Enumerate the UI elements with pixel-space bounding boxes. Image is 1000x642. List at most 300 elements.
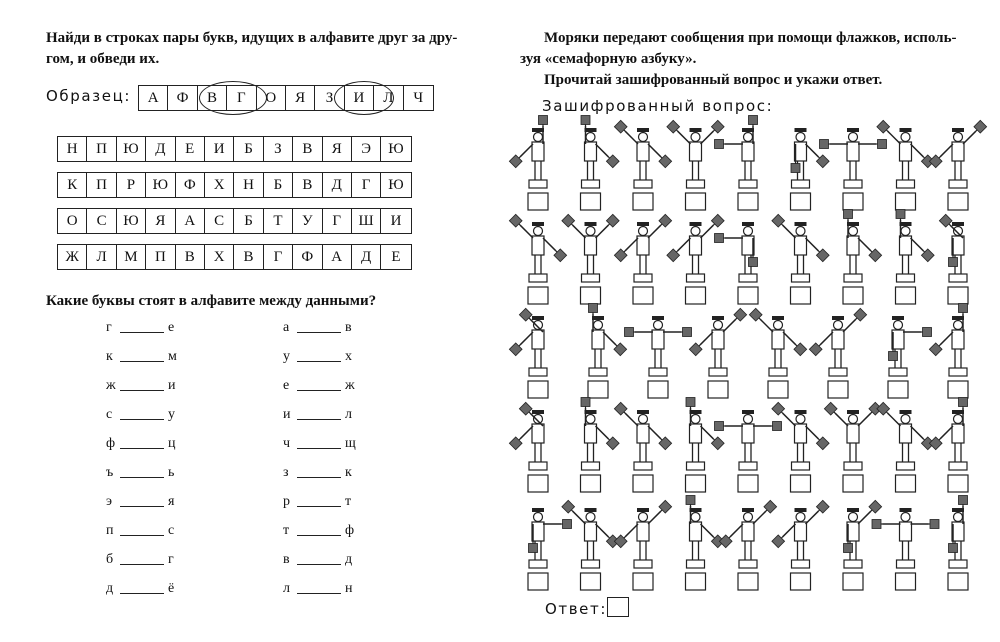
- letter-answer-box[interactable]: [738, 193, 758, 210]
- head: [691, 513, 700, 522]
- letter-answer-box[interactable]: [528, 475, 548, 492]
- letter-cell[interactable]: Т: [264, 209, 293, 233]
- pedestal: [829, 368, 847, 376]
- letter-cell[interactable]: Х: [205, 173, 234, 197]
- letter-answer-box[interactable]: [581, 475, 601, 492]
- letter-before: б: [106, 552, 114, 567]
- flag: [715, 140, 724, 149]
- head: [894, 321, 903, 330]
- flag: [878, 140, 887, 149]
- letter-cell[interactable]: А: [176, 209, 205, 233]
- letter-cell[interactable]: Д: [352, 245, 381, 269]
- letter-cell[interactable]: В: [176, 245, 205, 269]
- letter-before: ч: [283, 436, 291, 451]
- semaphore-figure: [820, 128, 887, 210]
- letter-cell[interactable]: Х: [205, 245, 234, 269]
- head: [534, 227, 543, 236]
- arm: [783, 413, 796, 426]
- flag: [683, 328, 692, 337]
- pedestal: [529, 368, 547, 376]
- semaphore-figure: [667, 214, 724, 304]
- pedestal: [949, 368, 967, 376]
- letter-cell[interactable]: Г: [352, 173, 381, 197]
- semaphore-figure: [715, 222, 759, 304]
- pedestal: [649, 368, 667, 376]
- flag: [749, 258, 758, 267]
- cap: [592, 316, 604, 320]
- arm: [858, 511, 871, 524]
- flag: [844, 210, 853, 219]
- letter-cell[interactable]: И: [390, 212, 402, 229]
- letter-cell[interactable]: Р: [117, 173, 146, 197]
- head: [594, 321, 603, 330]
- task3-line1: Моряки передают сообщения при помощи флажков, исполь-: [544, 30, 957, 46]
- arm: [911, 426, 924, 439]
- torso: [690, 522, 702, 541]
- arm: [648, 144, 661, 157]
- head: [586, 513, 595, 522]
- torso: [952, 522, 964, 541]
- arm: [678, 131, 691, 144]
- letter-answer-box[interactable]: [948, 193, 968, 210]
- pedestal: [582, 274, 600, 282]
- arm: [888, 131, 901, 144]
- letter-cell[interactable]: Ю: [388, 140, 404, 157]
- torso: [900, 142, 912, 161]
- letter-cell[interactable]: Г: [323, 209, 352, 233]
- letter-before: а: [283, 320, 290, 335]
- letter-cell[interactable]: Г: [264, 245, 293, 269]
- torso: [795, 142, 807, 161]
- torso: [795, 424, 807, 443]
- letter-answer-box[interactable]: [791, 475, 811, 492]
- cap: [690, 128, 702, 132]
- arm: [603, 332, 616, 345]
- letter-cell[interactable]: И: [345, 86, 374, 110]
- flag: [686, 398, 695, 407]
- letter-after: с: [168, 523, 175, 538]
- letter-after: м: [168, 349, 177, 364]
- letter-answer-box[interactable]: [633, 573, 653, 590]
- flag: [959, 398, 968, 407]
- task3-line3: Прочитай зашифрованный вопрос и укажи ответ.: [544, 72, 883, 88]
- letter-answer-box[interactable]: [843, 573, 863, 590]
- arm: [648, 225, 661, 238]
- torso: [900, 522, 912, 541]
- letter-answer-box[interactable]: [633, 287, 653, 304]
- torso: [690, 236, 702, 255]
- letter-answer-box[interactable]: [528, 381, 548, 398]
- torso: [795, 236, 807, 255]
- letter-cell[interactable]: М: [117, 245, 146, 269]
- letter-cell[interactable]: П: [146, 245, 175, 269]
- cap: [900, 508, 912, 512]
- letter-cell[interactable]: А: [139, 86, 168, 110]
- cap: [637, 128, 649, 132]
- letter-answer-box[interactable]: [896, 193, 916, 210]
- letter-cell[interactable]: Ю: [117, 137, 146, 161]
- letter-answer-box[interactable]: [528, 193, 548, 210]
- letter-cell[interactable]: С: [205, 209, 234, 233]
- letter-before: к: [106, 349, 113, 364]
- letter-after: ц: [168, 436, 176, 451]
- head: [534, 133, 543, 142]
- letter-answer-box[interactable]: [581, 287, 601, 304]
- task2-title: Какие буквы стоят в алфавите между данными?: [46, 293, 377, 309]
- torso: [772, 330, 784, 349]
- semaphore-figure: [686, 398, 725, 493]
- semaphore-figure: [509, 214, 566, 304]
- arm: [806, 426, 819, 439]
- letter-answer-box[interactable]: [791, 573, 811, 590]
- task1-line2: гом, и обведи их.: [46, 51, 160, 67]
- torso: [532, 330, 544, 349]
- letter-answer-box[interactable]: [528, 573, 548, 590]
- cap: [900, 128, 912, 132]
- pedestal: [634, 560, 652, 568]
- cap: [795, 410, 807, 414]
- head: [796, 513, 805, 522]
- arm: [573, 511, 586, 524]
- torso: [952, 142, 964, 161]
- letter-answer-box[interactable]: [686, 193, 706, 210]
- torso: [742, 424, 754, 443]
- letter-cell[interactable]: Ж: [58, 245, 87, 269]
- letter-answer-box[interactable]: [843, 193, 863, 210]
- pedestal: [844, 560, 862, 568]
- arm: [963, 131, 976, 144]
- flag: [581, 116, 590, 125]
- letter-cell[interactable]: Ф: [293, 245, 322, 269]
- arm: [911, 238, 924, 251]
- letter-cell[interactable]: З: [315, 86, 344, 110]
- torso: [952, 236, 964, 255]
- semaphore-figure: [614, 402, 671, 492]
- letter-cell[interactable]: В: [234, 245, 263, 269]
- head: [534, 513, 543, 522]
- letter-cell[interactable]: П: [87, 137, 116, 161]
- cap: [585, 222, 597, 226]
- semaphore-figure: [625, 316, 692, 398]
- letter-before: г: [106, 320, 112, 335]
- cap: [637, 222, 649, 226]
- torso: [952, 330, 964, 349]
- head: [691, 415, 700, 424]
- letter-cell[interactable]: Д: [146, 137, 175, 161]
- letter-answer-box[interactable]: [528, 287, 548, 304]
- pedestal: [949, 462, 967, 470]
- arm: [843, 319, 856, 332]
- letter-cell[interactable]: Л: [374, 86, 403, 110]
- semaphore-figure: [929, 398, 968, 493]
- pedestal: [897, 274, 915, 282]
- letter-answer-box[interactable]: [648, 381, 668, 398]
- semaphore-figure: [715, 410, 782, 492]
- pedestal: [589, 368, 607, 376]
- letter-answer-box[interactable]: [588, 381, 608, 398]
- torso: [637, 424, 649, 443]
- letter-before: р: [283, 494, 290, 509]
- head: [796, 133, 805, 142]
- cap: [952, 222, 964, 226]
- semaphore-figure: [929, 304, 968, 399]
- cap: [637, 410, 649, 414]
- letter-answer-box[interactable]: [738, 573, 758, 590]
- letter-cell[interactable]: И: [205, 137, 234, 161]
- head: [849, 513, 858, 522]
- cap: [952, 410, 964, 414]
- arm: [700, 332, 713, 345]
- letter-cell[interactable]: Л: [87, 245, 116, 269]
- arm: [678, 238, 691, 251]
- semaphore-figure: [689, 308, 746, 398]
- arm: [783, 332, 796, 345]
- pedestal: [634, 180, 652, 188]
- head: [639, 513, 648, 522]
- pedestal: [739, 180, 757, 188]
- letter-cell[interactable]: Е: [176, 137, 205, 161]
- letter-cell[interactable]: Ю: [117, 209, 146, 233]
- semaphore-figure: [939, 214, 968, 304]
- letter-answer-box[interactable]: [633, 193, 653, 210]
- flag: [715, 422, 724, 431]
- letter-cell[interactable]: Б: [234, 209, 263, 233]
- cap: [742, 128, 754, 132]
- head: [834, 321, 843, 330]
- arm: [730, 524, 743, 537]
- letter-cell[interactable]: Д: [323, 173, 352, 197]
- cap: [532, 316, 544, 320]
- letter-answer-box[interactable]: [948, 573, 968, 590]
- letter-cell[interactable]: Е: [391, 248, 401, 265]
- pedestal: [529, 274, 547, 282]
- letter-answer-box[interactable]: [843, 287, 863, 304]
- cap: [742, 508, 754, 512]
- letter-cell[interactable]: С: [87, 209, 116, 233]
- pedestal: [687, 274, 705, 282]
- letter-answer-box[interactable]: [791, 287, 811, 304]
- head: [534, 321, 543, 330]
- cap: [952, 316, 964, 320]
- letter-answer-box[interactable]: [828, 381, 848, 398]
- letter-cell[interactable]: Ф: [176, 173, 205, 197]
- letter-answer-box[interactable]: [581, 193, 601, 210]
- letter-before: ж: [106, 378, 116, 393]
- letter-cell[interactable]: Б: [234, 137, 263, 161]
- letter-after: в: [345, 320, 352, 335]
- letter-cell[interactable]: П: [87, 173, 116, 197]
- pedestal: [634, 462, 652, 470]
- head: [586, 227, 595, 236]
- torso: [585, 236, 597, 255]
- letter-answer-box[interactable]: [686, 475, 706, 492]
- pedestal: [739, 274, 757, 282]
- letter-answer-box[interactable]: [948, 475, 968, 492]
- arm: [596, 144, 609, 157]
- arm: [911, 144, 924, 157]
- arm: [701, 131, 714, 144]
- answer-box[interactable]: [607, 597, 629, 617]
- torso: [637, 236, 649, 255]
- letter-answer-box[interactable]: [768, 381, 788, 398]
- torso: [847, 142, 859, 161]
- head: [954, 133, 963, 142]
- torso: [532, 522, 544, 541]
- torso: [900, 424, 912, 443]
- letter-after: я: [168, 494, 175, 509]
- cap: [532, 128, 544, 132]
- letter-cell[interactable]: О: [257, 86, 286, 110]
- head: [744, 227, 753, 236]
- letter-cell[interactable]: В: [293, 173, 322, 197]
- letter-cell[interactable]: Ш: [352, 209, 381, 233]
- letter-cell[interactable]: Н: [234, 173, 263, 197]
- cap: [847, 508, 859, 512]
- arm: [806, 144, 819, 157]
- letter-before: ф: [106, 436, 116, 451]
- flag: [959, 304, 968, 313]
- arm: [625, 131, 638, 144]
- letter-before: п: [106, 523, 114, 538]
- letter-cell[interactable]: Я: [146, 209, 175, 233]
- semaphore-figure: [509, 308, 548, 398]
- semaphore-figure: [667, 120, 724, 210]
- flag: [872, 520, 881, 529]
- head: [901, 415, 910, 424]
- letter-cell[interactable]: Г: [227, 86, 256, 110]
- arm: [753, 511, 766, 524]
- pedestal: [687, 462, 705, 470]
- letter-cell[interactable]: О: [58, 209, 87, 233]
- pedestal: [529, 560, 547, 568]
- letter-cell[interactable]: Я: [323, 137, 352, 161]
- cap: [795, 508, 807, 512]
- semaphore-figure: [888, 316, 932, 398]
- torso: [847, 236, 859, 255]
- arm: [701, 426, 714, 439]
- letter-cell[interactable]: Н: [58, 137, 87, 161]
- letter-cell[interactable]: В: [293, 137, 322, 161]
- letter-answer-box[interactable]: [843, 475, 863, 492]
- arm: [543, 238, 556, 251]
- letter-cell[interactable]: В: [198, 86, 227, 110]
- letter-cell[interactable]: У: [293, 209, 322, 233]
- letter-answer-box[interactable]: [948, 381, 968, 398]
- pedestal: [949, 560, 967, 568]
- letter-answer-box[interactable]: [888, 381, 908, 398]
- flag: [791, 164, 800, 173]
- letter-cell[interactable]: Б: [264, 173, 293, 197]
- pedestal: [739, 462, 757, 470]
- letter-answer-box[interactable]: [738, 475, 758, 492]
- letter-before: д: [106, 581, 114, 596]
- cap: [690, 222, 702, 226]
- torso: [847, 522, 859, 541]
- head: [714, 321, 723, 330]
- letter-answer-box[interactable]: [738, 287, 758, 304]
- letter-cell[interactable]: З: [264, 137, 293, 161]
- cap: [742, 410, 754, 414]
- letter-cell[interactable]: Ю: [388, 176, 404, 193]
- arm: [701, 225, 714, 238]
- arm: [858, 238, 871, 251]
- letter-answer-box[interactable]: [896, 475, 916, 492]
- head: [586, 133, 595, 142]
- head: [744, 133, 753, 142]
- letter-answer-box[interactable]: [896, 287, 916, 304]
- letter-cell[interactable]: Ф: [168, 86, 197, 110]
- letter-answer-box[interactable]: [791, 193, 811, 210]
- letter-after: ф: [345, 523, 355, 538]
- task3-line2: зуя «семафорную азбуку».: [520, 51, 697, 67]
- semaphore-figure: [896, 210, 935, 305]
- arm: [520, 426, 533, 439]
- semaphore-figure: [948, 496, 968, 591]
- arm: [760, 319, 773, 332]
- semaphore-figure: [749, 308, 806, 398]
- pedestal: [739, 560, 757, 568]
- torso: [847, 424, 859, 443]
- flag: [539, 116, 548, 125]
- letter-answer-box[interactable]: [686, 287, 706, 304]
- letter-cell[interactable]: К: [58, 173, 87, 197]
- torso: [592, 330, 604, 349]
- letter-before: ъ: [106, 465, 114, 480]
- letter-cell[interactable]: Я: [286, 86, 315, 110]
- flag: [820, 140, 829, 149]
- letter-cell[interactable]: Ч: [413, 89, 424, 106]
- cap: [847, 128, 859, 132]
- cap: [847, 410, 859, 414]
- letter-answer-box[interactable]: [896, 573, 916, 590]
- arm: [596, 524, 609, 537]
- cap: [532, 222, 544, 226]
- torso: [952, 424, 964, 443]
- letter-cell[interactable]: Э: [352, 137, 381, 161]
- letter-answer-box[interactable]: [686, 573, 706, 590]
- torso: [532, 236, 544, 255]
- arm: [596, 426, 609, 439]
- letter-after: ё: [168, 581, 175, 596]
- pedestal: [582, 462, 600, 470]
- arm: [940, 426, 953, 439]
- semaphore-figure: [824, 402, 881, 492]
- flag: [949, 544, 958, 553]
- head: [654, 321, 663, 330]
- head: [639, 227, 648, 236]
- letter-cell[interactable]: А: [323, 245, 352, 269]
- letter-answer-box[interactable]: [708, 381, 728, 398]
- letter-answer-box[interactable]: [633, 475, 653, 492]
- head: [744, 513, 753, 522]
- flag: [715, 234, 724, 243]
- letter-answer-box[interactable]: [581, 573, 601, 590]
- torso: [690, 424, 702, 443]
- cap: [742, 222, 754, 226]
- cap: [652, 316, 664, 320]
- head: [901, 227, 910, 236]
- letter-before: и: [283, 407, 291, 422]
- cap: [952, 128, 964, 132]
- letter-answer-box[interactable]: [948, 287, 968, 304]
- letter-cell[interactable]: Ю: [146, 173, 175, 197]
- semaphore-figure: [614, 120, 671, 210]
- sample-label: Образец:: [46, 87, 132, 105]
- arm: [701, 524, 714, 537]
- pedestal: [529, 180, 547, 188]
- task1-line1: Найди в строках пары букв, идущих в алфавите друг за дру-: [46, 30, 458, 46]
- letter-after: у: [168, 407, 175, 422]
